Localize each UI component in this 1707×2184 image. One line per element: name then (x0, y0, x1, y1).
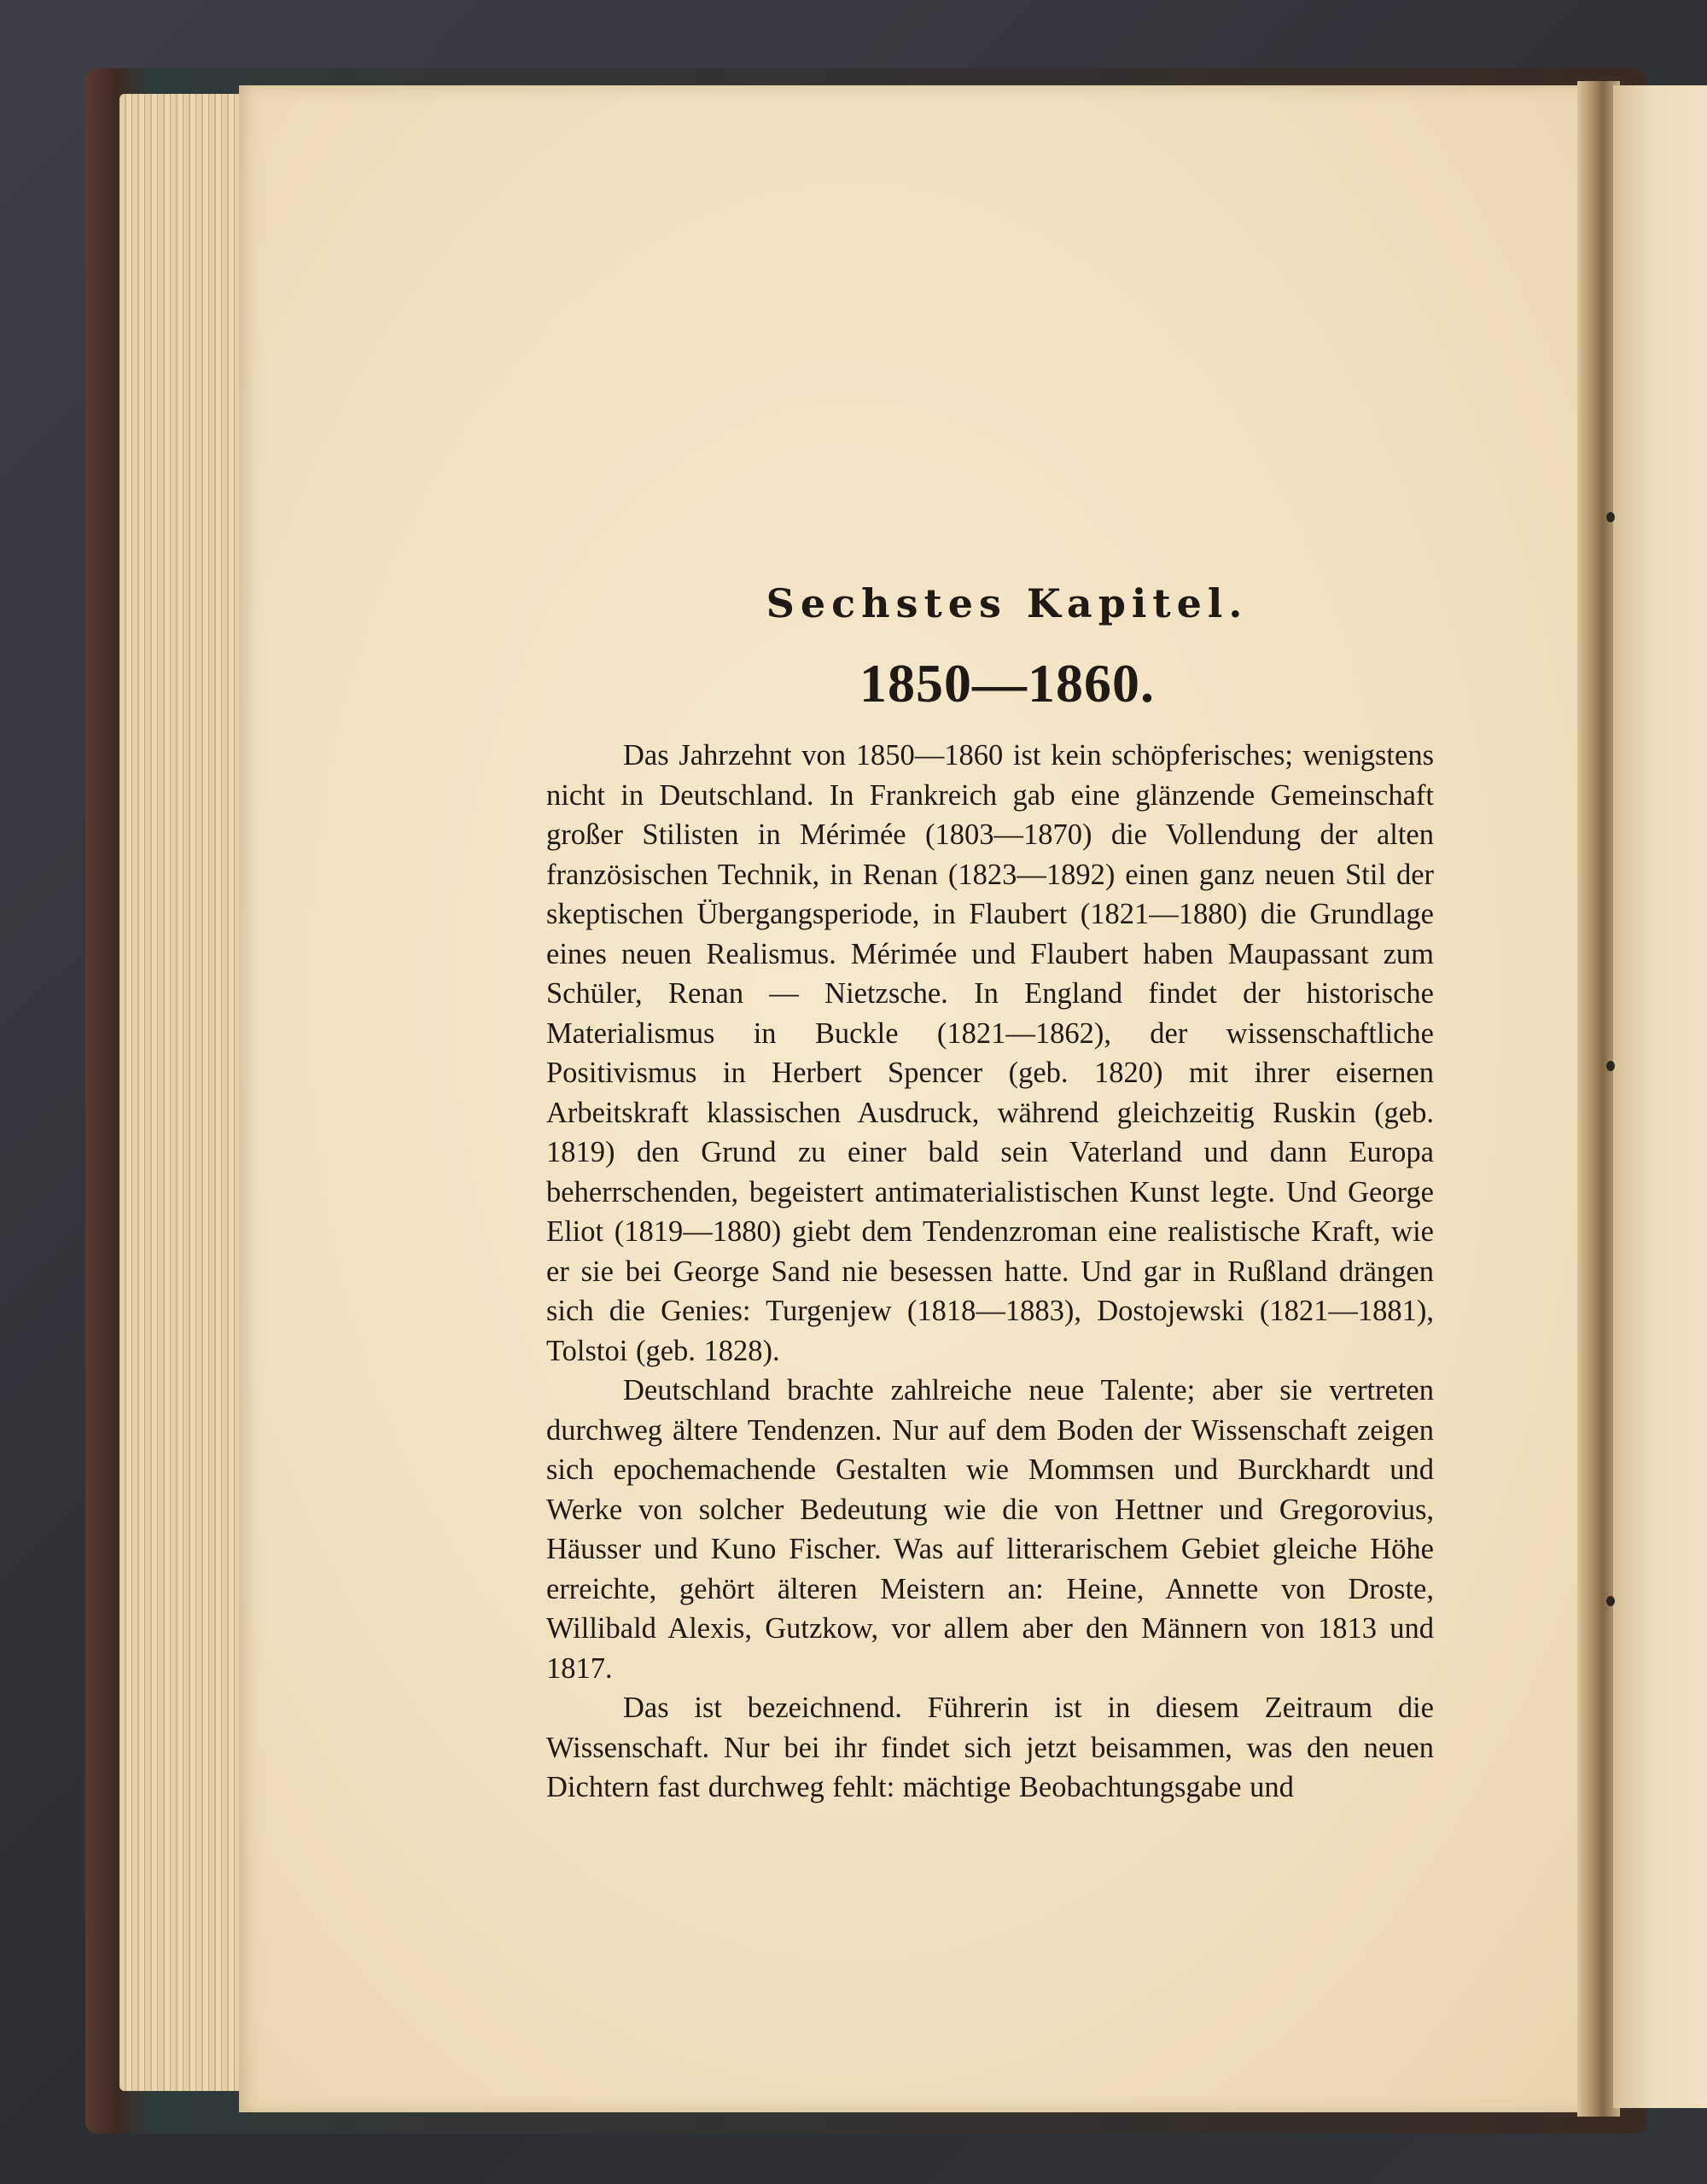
page-edges (119, 94, 248, 2091)
facing-page-edge (1613, 85, 1707, 2108)
page-content (546, 580, 1434, 1808)
paragraph: Das Jahrzehnt von 1850—1860 ist kein schöpferisches; wenigstens nicht in Deutschland. In Frankreich gab eine glänzende Gemeinschaft großer Stilisten in Mérimée (1803—1870) die Vollendung der alten französischen Technik, in Renan (1823—1892) einen ganz neuen Stil der skeptischen Übergangsperiode, in Flaubert (1821—1880) die Grundlage eines neuen Realismus. Mérimée und Flaubert haben Maupassant zum Schüler, Renan — Nietzsche. In England findet der historische Materialismus in Buckle (1821—1862), der wissenschaftliche Positivismus in Herbert Spencer (geb. 1820) mit ihrer eisernen Arbeitskraft klassischen Ausdruck, während gleichzeitig Ruskin (geb. 1819) den Grund zu einer bald sein Vaterland und dann Europa beherrschenden, begeistert antimaterialistischen Kunst legte. Und George Eliot (1819—1880) giebt dem Tendenzroman eine realistische Kraft, wie er sie bei George Sand nie besessen hatte. Und gar in Rußland drängen sich die Genies: Turgenjew (1818—1883), Dostojewski (1821—1881), Tolstoi (geb. 1828). (546, 739, 1434, 1367)
facing-page-mark (1606, 1061, 1615, 1071)
chapter-title: Sechstes Kapitel. (766, 580, 1249, 626)
chapter-period: 1850—1860. (859, 653, 1155, 713)
paragraph: Deutschland brachte zahlreiche neue Talente; aber sie vertreten durchweg ältere Tendenzen. Nur auf dem Boden der Wissenschaft zeigen sich epochemachende Gestalten wie Mommsen und Burckhardt und Werke von solcher Bedeutung wie die von Hettner und Gregorovius, Häusser und Kuno Fischer. Was auf litterarischem Gebiet gleiche Höhe erreichte, gehört älteren Meistern an: Heine, Annette von Droste, Willibald Alexis, Gutzkow, vor allem aber den Männern von 1813 und 1817. (546, 1374, 1434, 1685)
paragraph: Das ist bezeichnend. Führerin ist in diesem Zeitraum die Wissenschaft. Nur bei ihr findet sich jetzt beisammen, was den neuen Dichtern fast durchweg fehlt: mächtige Beobachtungsgabe und (546, 1692, 1434, 1803)
facing-page-mark (1606, 512, 1615, 522)
facing-page-mark (1606, 1596, 1615, 1606)
